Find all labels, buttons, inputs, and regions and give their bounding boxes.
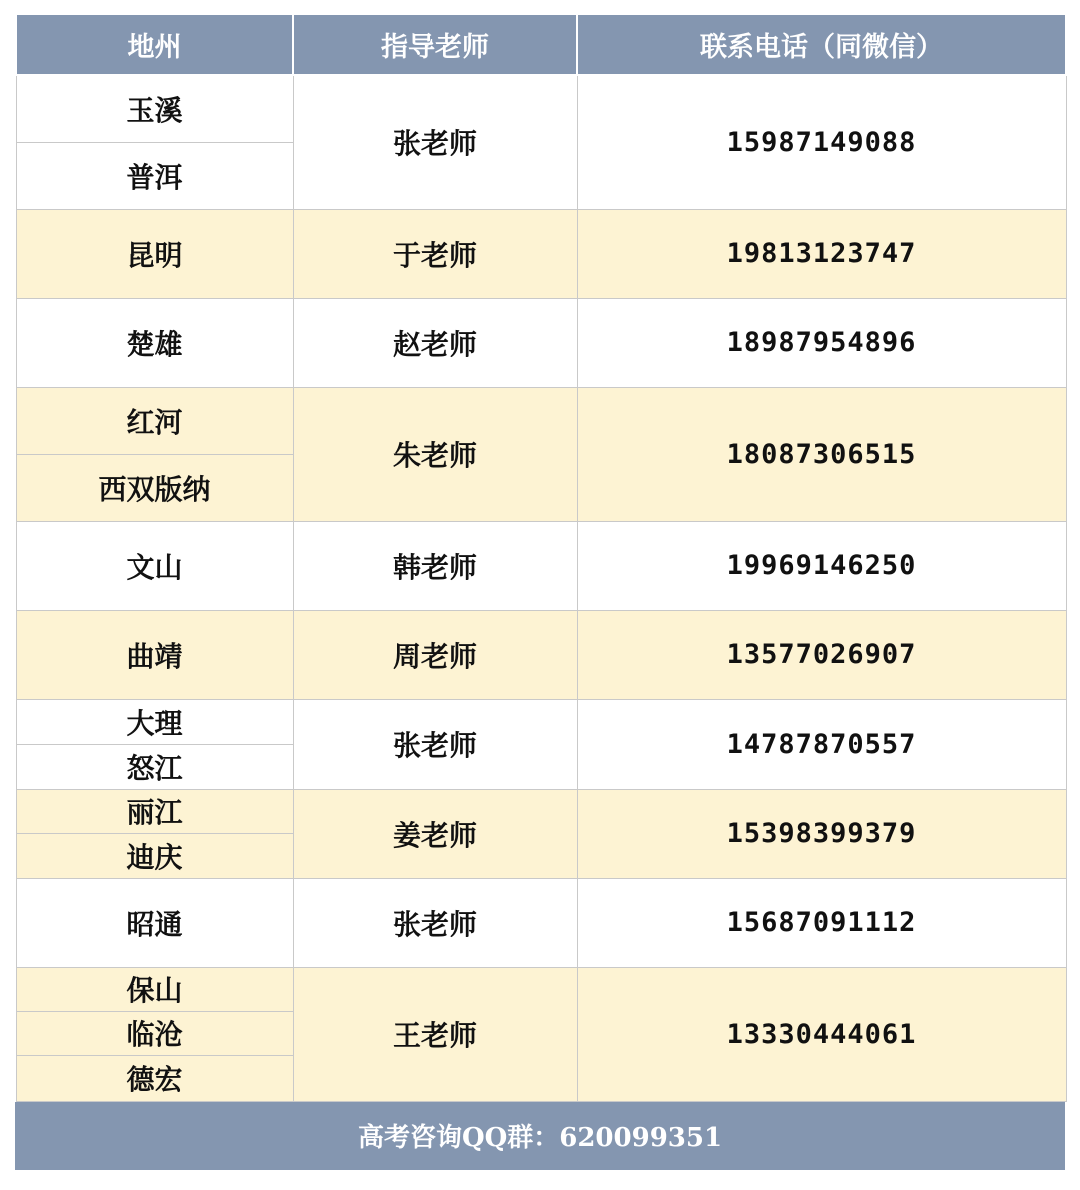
region-cell: 西双版纳 (16, 454, 293, 521)
teacher-cell: 姜老师 (293, 789, 577, 878)
phone-cell: 13330444061 (577, 967, 1066, 1101)
phone-cell: 19969146250 (577, 521, 1066, 610)
teacher-cell: 韩老师 (293, 521, 577, 610)
table-body (16, 75, 1066, 1101)
phone-cell: 15987149088 (577, 75, 1066, 209)
table-row (16, 967, 1066, 1011)
teacher-cell: 张老师 (293, 699, 577, 789)
table-row (16, 610, 1066, 699)
teacher-cell: 张老师 (293, 878, 577, 967)
region-cell: 文山 (16, 521, 293, 610)
region-cell: 楚雄 (16, 298, 293, 387)
contact-table (15, 15, 1067, 1102)
region-cell: 德宏 (16, 1055, 293, 1101)
teacher-cell: 朱老师 (293, 387, 577, 521)
table-row (16, 699, 1066, 744)
region-cell: 普洱 (16, 142, 293, 209)
header-region: 地州 (16, 15, 293, 75)
footer-qq-group-text: 高考咨询QQ群：620099351 (357, 1123, 723, 1153)
region-cell: 玉溪 (16, 75, 293, 142)
region-cell: 怒江 (16, 744, 293, 789)
region-cell: 曲靖 (16, 610, 293, 699)
phone-cell: 13577026907 (577, 610, 1066, 699)
table-row (16, 878, 1066, 967)
table-header-row (16, 15, 1066, 75)
region-cell: 红河 (16, 387, 293, 454)
header-phone: 联系电话（同微信） (577, 15, 1066, 75)
header-teacher: 指导老师 (293, 15, 577, 75)
teacher-cell: 王老师 (293, 967, 577, 1101)
phone-cell: 18987954896 (577, 298, 1066, 387)
table-row (16, 75, 1066, 142)
phone-cell: 15687091112 (577, 878, 1066, 967)
region-cell: 临沧 (16, 1011, 293, 1055)
contact-table-container (15, 15, 1065, 1170)
region-cell: 迪庆 (16, 833, 293, 878)
region-cell: 昆明 (16, 209, 293, 298)
region-cell: 丽江 (16, 789, 293, 833)
phone-cell: 15398399379 (577, 789, 1066, 878)
phone-cell: 14787870557 (577, 699, 1066, 789)
teacher-cell: 周老师 (293, 610, 577, 699)
teacher-cell: 于老师 (293, 209, 577, 298)
table-row (16, 521, 1066, 610)
table-row (16, 387, 1066, 454)
region-cell: 保山 (16, 967, 293, 1011)
table-row (16, 298, 1066, 387)
teacher-cell: 赵老师 (293, 298, 577, 387)
teacher-cell: 张老师 (293, 75, 577, 209)
phone-cell: 18087306515 (577, 387, 1066, 521)
table-row (16, 209, 1066, 298)
phone-cell: 19813123747 (577, 209, 1066, 298)
region-cell: 大理 (16, 699, 293, 744)
region-cell: 昭通 (16, 878, 293, 967)
footer-banner (15, 1102, 1065, 1170)
table-row (16, 789, 1066, 833)
